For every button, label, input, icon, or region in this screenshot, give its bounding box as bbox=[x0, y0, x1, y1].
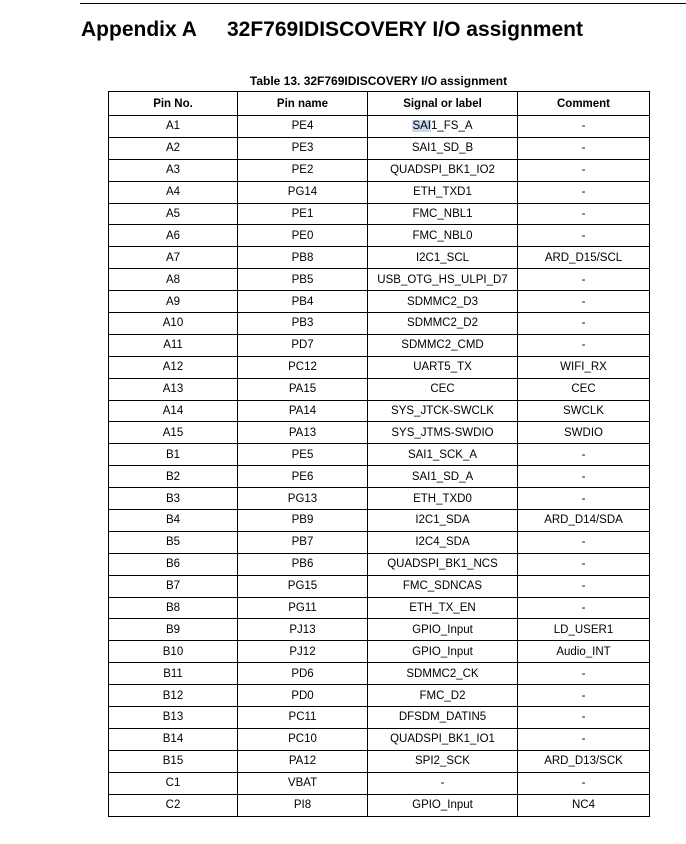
pin-no-cell: B3 bbox=[109, 488, 238, 510]
pin-name-cell: VBAT bbox=[238, 772, 368, 794]
table-row bbox=[109, 707, 650, 729]
pin-no-cell: B14 bbox=[109, 728, 238, 750]
comment-cell: - bbox=[518, 575, 650, 597]
table-row bbox=[109, 247, 650, 269]
pin-name-cell: PB3 bbox=[238, 313, 368, 335]
comment-cell: WIFI_RX bbox=[518, 356, 650, 378]
pin-name-cell: PD7 bbox=[238, 334, 368, 356]
pin-name-cell: PB6 bbox=[238, 553, 368, 575]
signal-cell: FMC_NBL0 bbox=[368, 225, 518, 247]
comment-cell: - bbox=[518, 553, 650, 575]
pin-no-cell: B9 bbox=[109, 619, 238, 641]
comment-cell: - bbox=[518, 159, 650, 181]
table-row bbox=[109, 531, 650, 553]
pin-no-cell: B1 bbox=[109, 444, 238, 466]
table-caption: Table 13. 32F769IDISCOVERY I/O assignment bbox=[249, 74, 508, 88]
table-row bbox=[109, 510, 650, 532]
pin-name-cell: PA15 bbox=[238, 378, 368, 400]
pin-name-cell: PB7 bbox=[238, 531, 368, 553]
comment-cell: - bbox=[518, 291, 650, 313]
pin-no-cell: B4 bbox=[109, 510, 238, 532]
comment-cell: - bbox=[518, 269, 650, 291]
pin-no-cell: A5 bbox=[109, 203, 238, 225]
signal-cell: SDMMC2_D2 bbox=[368, 313, 518, 335]
pin-no-cell: A15 bbox=[109, 422, 238, 444]
pin-no-cell: B11 bbox=[109, 663, 238, 685]
signal-cell: SAI1_SCK_A bbox=[368, 444, 518, 466]
table-row bbox=[109, 225, 650, 247]
pin-name-cell: PC10 bbox=[238, 728, 368, 750]
signal-cell: FMC_SDNCAS bbox=[368, 575, 518, 597]
signal-text-rest: 1_FS_A bbox=[430, 120, 473, 133]
signal-cell: FMC_D2 bbox=[368, 685, 518, 707]
signal-cell: QUADSPI_BK1_IO1 bbox=[368, 728, 518, 750]
pin-no-cell: A2 bbox=[109, 137, 238, 159]
table-row bbox=[109, 772, 650, 794]
pin-name-cell: PE6 bbox=[238, 466, 368, 488]
table-row bbox=[109, 641, 650, 663]
signal-cell: GPIO_Input bbox=[368, 641, 518, 663]
pin-no-cell: B6 bbox=[109, 553, 238, 575]
pin-name-cell: PA13 bbox=[238, 422, 368, 444]
pin-name-cell: PG15 bbox=[238, 575, 368, 597]
signal-cell: GPIO_Input bbox=[368, 794, 518, 816]
text-selection-highlight[interactable]: SAI bbox=[412, 120, 431, 133]
pin-name-cell: PA14 bbox=[238, 400, 368, 422]
comment-cell: - bbox=[518, 116, 650, 138]
table-row bbox=[109, 728, 650, 750]
signal-cell: ETH_TXD0 bbox=[368, 488, 518, 510]
pin-no-cell: A10 bbox=[109, 313, 238, 335]
pin-no-cell: B15 bbox=[109, 750, 238, 772]
pin-no-cell: A1 bbox=[109, 116, 238, 138]
pin-no-cell: A4 bbox=[109, 181, 238, 203]
table-row bbox=[109, 750, 650, 772]
comment-cell: - bbox=[518, 203, 650, 225]
signal-cell: USB_OTG_HS_ULPI_D7 bbox=[368, 269, 518, 291]
comment-cell: - bbox=[518, 685, 650, 707]
table-row bbox=[109, 159, 650, 181]
appendix-label: Appendix A bbox=[81, 18, 197, 41]
table-row bbox=[109, 466, 650, 488]
table-header-row bbox=[109, 92, 650, 116]
comment-cell: - bbox=[518, 707, 650, 729]
table-row bbox=[109, 575, 650, 597]
column-header-pin-name: Pin name bbox=[238, 92, 368, 116]
pin-name-cell: PB5 bbox=[238, 269, 368, 291]
pin-name-cell: PB4 bbox=[238, 291, 368, 313]
signal-cell: ETH_TXD1 bbox=[368, 181, 518, 203]
signal-cell: SYS_JTMS-SWDIO bbox=[368, 422, 518, 444]
table-row bbox=[109, 444, 650, 466]
comment-cell: - bbox=[518, 597, 650, 619]
pin-name-cell: PE5 bbox=[238, 444, 368, 466]
pin-name-cell: PE2 bbox=[238, 159, 368, 181]
pin-no-cell: A14 bbox=[109, 400, 238, 422]
signal-cell: SYS_JTCK-SWCLK bbox=[368, 400, 518, 422]
comment-cell: - bbox=[518, 728, 650, 750]
pin-name-cell: PA12 bbox=[238, 750, 368, 772]
pin-no-cell: A13 bbox=[109, 378, 238, 400]
comment-cell: - bbox=[518, 313, 650, 335]
comment-cell: LD_USER1 bbox=[518, 619, 650, 641]
pin-name-cell: PD0 bbox=[238, 685, 368, 707]
comment-cell: - bbox=[518, 531, 650, 553]
pin-no-cell: A6 bbox=[109, 225, 238, 247]
table-row bbox=[109, 597, 650, 619]
appendix-title: 32F769IDISCOVERY I/O assignment bbox=[227, 18, 583, 41]
pin-name-cell: PJ13 bbox=[238, 619, 368, 641]
signal-cell bbox=[368, 116, 518, 138]
table-row bbox=[109, 378, 650, 400]
comment-cell: ARD_D13/SCK bbox=[518, 750, 650, 772]
comment-cell: - bbox=[518, 772, 650, 794]
signal-cell: QUADSPI_BK1_IO2 bbox=[368, 159, 518, 181]
signal-cell: SDMMC2_CMD bbox=[368, 334, 518, 356]
signal-cell: SAI1_SD_B bbox=[368, 137, 518, 159]
signal-cell: DFSDM_DATIN5 bbox=[368, 707, 518, 729]
pin-name-cell: PI8 bbox=[238, 794, 368, 816]
table-row bbox=[109, 203, 650, 225]
pin-no-cell: B2 bbox=[109, 466, 238, 488]
pin-name-cell: PC11 bbox=[238, 707, 368, 729]
table-row bbox=[109, 794, 650, 816]
column-header-pin-no: Pin No. bbox=[109, 92, 238, 116]
signal-cell: CEC bbox=[368, 378, 518, 400]
pin-no-cell: A12 bbox=[109, 356, 238, 378]
table-row bbox=[109, 269, 650, 291]
pin-name-cell: PD6 bbox=[238, 663, 368, 685]
pin-no-cell: B10 bbox=[109, 641, 238, 663]
pin-name-cell: PJ12 bbox=[238, 641, 368, 663]
signal-cell: QUADSPI_BK1_NCS bbox=[368, 553, 518, 575]
signal-cell: UART5_TX bbox=[368, 356, 518, 378]
comment-cell: ARD_D15/SCL bbox=[518, 247, 650, 269]
pin-name-cell: PE4 bbox=[238, 116, 368, 138]
column-header-comment: Comment bbox=[518, 92, 650, 116]
pin-no-cell: A3 bbox=[109, 159, 238, 181]
signal-cell: I2C4_SDA bbox=[368, 531, 518, 553]
signal-cell: ETH_TX_EN bbox=[368, 597, 518, 619]
top-rule bbox=[80, 3, 686, 4]
signal-cell: SDMMC2_D3 bbox=[368, 291, 518, 313]
pin-no-cell: C1 bbox=[109, 772, 238, 794]
pin-no-cell: A7 bbox=[109, 247, 238, 269]
table-row bbox=[109, 685, 650, 707]
io-assignment-table bbox=[108, 91, 650, 817]
pin-no-cell: B13 bbox=[109, 707, 238, 729]
table-row bbox=[109, 663, 650, 685]
pin-name-cell: PE0 bbox=[238, 225, 368, 247]
pin-name-cell: PE3 bbox=[238, 137, 368, 159]
signal-cell: GPIO_Input bbox=[368, 619, 518, 641]
pin-no-cell: B12 bbox=[109, 685, 238, 707]
pin-name-cell: PG11 bbox=[238, 597, 368, 619]
table-row bbox=[109, 488, 650, 510]
comment-cell: - bbox=[518, 444, 650, 466]
table-row bbox=[109, 553, 650, 575]
signal-cell: I2C1_SDA bbox=[368, 510, 518, 532]
comment-cell: Audio_INT bbox=[518, 641, 650, 663]
table-row bbox=[109, 181, 650, 203]
comment-cell: CEC bbox=[518, 378, 650, 400]
signal-cell: SAI1_SD_A bbox=[368, 466, 518, 488]
pin-name-cell: PG14 bbox=[238, 181, 368, 203]
comment-cell: - bbox=[518, 663, 650, 685]
comment-cell: - bbox=[518, 466, 650, 488]
comment-cell: NC4 bbox=[518, 794, 650, 816]
pin-no-cell: A9 bbox=[109, 291, 238, 313]
pin-no-cell: C2 bbox=[109, 794, 238, 816]
pin-no-cell: A8 bbox=[109, 269, 238, 291]
signal-cell: FMC_NBL1 bbox=[368, 203, 518, 225]
pin-name-cell: PB9 bbox=[238, 510, 368, 532]
signal-cell: I2C1_SCL bbox=[368, 247, 518, 269]
signal-cell: SPI2_SCK bbox=[368, 750, 518, 772]
comment-cell: - bbox=[518, 225, 650, 247]
comment-cell: ARD_D14/SDA bbox=[518, 510, 650, 532]
table-row bbox=[109, 422, 650, 444]
comment-cell: SWDIO bbox=[518, 422, 650, 444]
pin-name-cell: PE1 bbox=[238, 203, 368, 225]
appendix-heading bbox=[81, 16, 583, 44]
table-body bbox=[109, 116, 650, 817]
table-row bbox=[109, 313, 650, 335]
pin-name-cell: PC12 bbox=[238, 356, 368, 378]
table-row bbox=[109, 334, 650, 356]
comment-cell: - bbox=[518, 488, 650, 510]
pin-name-cell: PB8 bbox=[238, 247, 368, 269]
comment-cell: - bbox=[518, 137, 650, 159]
pin-no-cell: B7 bbox=[109, 575, 238, 597]
table-row bbox=[109, 137, 650, 159]
column-header-signal: Signal or label bbox=[368, 92, 518, 116]
pin-no-cell: B5 bbox=[109, 531, 238, 553]
table-row bbox=[109, 356, 650, 378]
signal-cell: SDMMC2_CK bbox=[368, 663, 518, 685]
pin-name-cell: PG13 bbox=[238, 488, 368, 510]
comment-cell: SWCLK bbox=[518, 400, 650, 422]
comment-cell: - bbox=[518, 334, 650, 356]
signal-cell: - bbox=[368, 772, 518, 794]
table-row bbox=[109, 291, 650, 313]
table-row bbox=[109, 619, 650, 641]
pin-no-cell: A11 bbox=[109, 334, 238, 356]
table-row bbox=[109, 400, 650, 422]
table-row bbox=[109, 116, 650, 138]
comment-cell: - bbox=[518, 181, 650, 203]
pin-no-cell: B8 bbox=[109, 597, 238, 619]
